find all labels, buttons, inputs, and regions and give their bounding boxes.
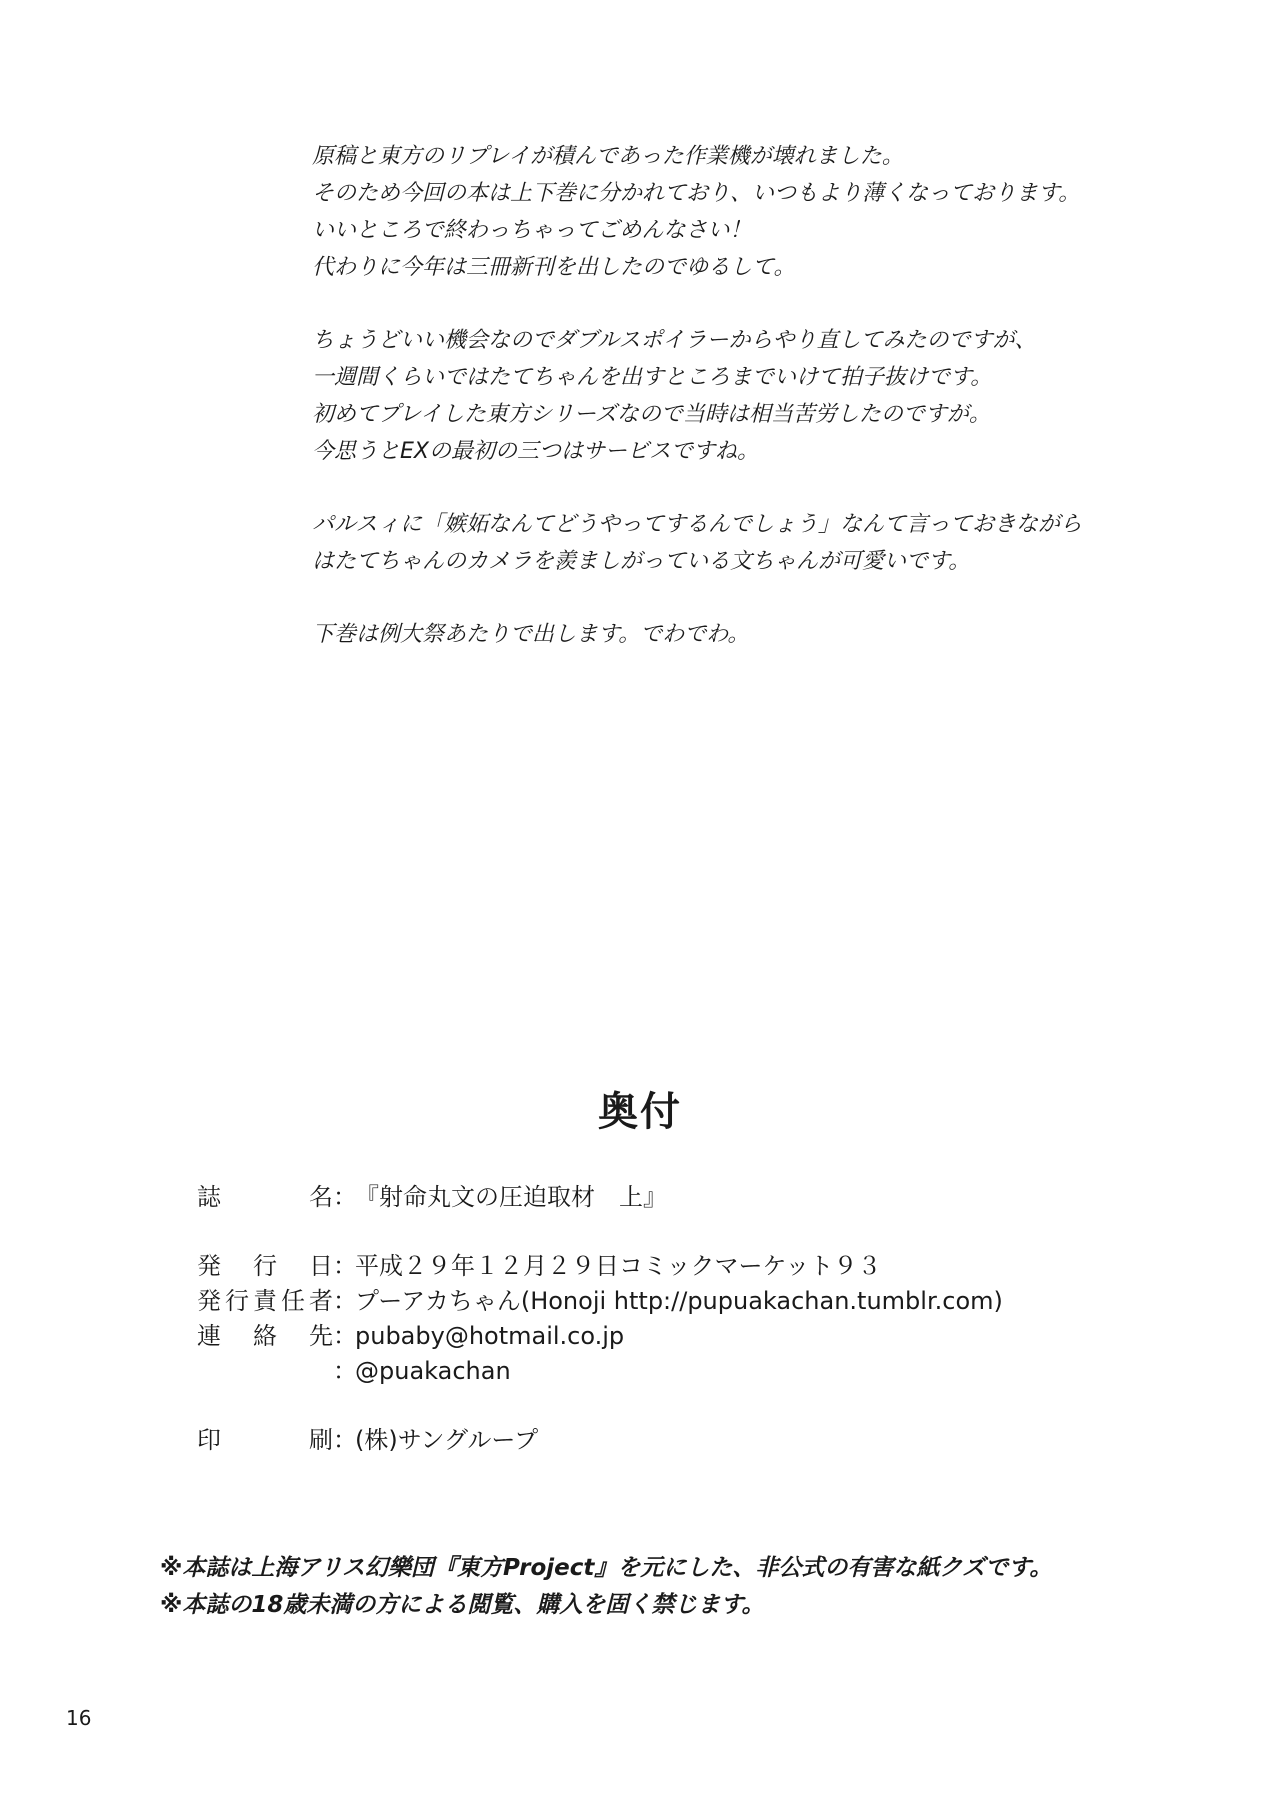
colophon-separator: ： xyxy=(333,1183,357,1211)
afterword-line: 今思うとEXの最初の三つはサービスですね。 xyxy=(312,439,759,464)
afterword-paragraph xyxy=(312,506,1212,580)
colophon-title: 奥付 xyxy=(598,1089,682,1135)
colophon-row-contact-secondary xyxy=(197,1354,1197,1389)
afterword-line: パルスィに「嫉妬なんてどうやってするんでしょう」なんて言っておきながら xyxy=(312,512,1083,537)
afterword-paragraph xyxy=(312,616,1212,653)
colophon-value: (株)サングループ xyxy=(355,1426,539,1454)
colophon-label: 誌名 xyxy=(197,1183,333,1211)
page-number: 16 xyxy=(66,1706,92,1730)
colophon-separator: ： xyxy=(333,1287,357,1315)
notice-unofficial: ※本誌は上海アリス幻樂団『東方Project』を元にした、非公式の有害な紙クズです。 xyxy=(160,1555,1053,1581)
colophon-row-publisher xyxy=(197,1284,1197,1319)
colophon-separator: ： xyxy=(333,1322,357,1350)
colophon-row-contact xyxy=(197,1319,1197,1354)
colophon-row-print xyxy=(197,1423,1197,1458)
notice-age-restriction: ※本誌の18歳未満の方による閲覧、購入を固く禁じます。 xyxy=(160,1592,765,1618)
colophon-value: プーアカちゃん(Honoji http://pupuakachan.tumblr.com) xyxy=(355,1287,1003,1315)
colophon-label: 印刷 xyxy=(197,1426,333,1454)
notices xyxy=(160,1550,1160,1624)
colophon-separator: ： xyxy=(333,1357,357,1385)
afterword-paragraph xyxy=(312,322,1212,470)
colophon-label: 発行責任者 xyxy=(197,1287,333,1315)
colophon-value: 平成２９年１２月２９日コミックマーケット９３ xyxy=(355,1252,882,1280)
afterword-line: はたてちゃんのカメラを羨ましがっている文ちゃんが可愛いです。 xyxy=(312,549,971,574)
afterword-line: 原稿と東方のリプレイが積んであった作業機が壊れました。 xyxy=(312,144,904,169)
afterword-paragraph xyxy=(312,138,1212,286)
afterword-line: 初めてプレイした東方シリーズなので当時は相当苦労したのですが。 xyxy=(312,402,991,427)
afterword-line: そのため今回の本は上下巻に分かれており、いつもより薄くなっております。 xyxy=(312,181,1081,206)
afterword-line: 下巻は例大祭あたりで出します。でわでわ。 xyxy=(312,622,750,647)
colophon-label: 連絡先 xyxy=(197,1322,333,1350)
colophon xyxy=(197,1180,1197,1458)
afterword-line: ちょうどいい機会なのでダブルスポイラーからやり直してみたのですが、 xyxy=(312,328,1037,353)
colophon-row-title xyxy=(197,1180,1197,1215)
afterword-line: 一週間くらいではたてちゃんを出すところまでいけて拍子抜けです。 xyxy=(312,365,993,390)
colophon-separator: ： xyxy=(333,1252,357,1280)
colophon-value: pubaby@hotmail.co.jp xyxy=(355,1322,625,1350)
colophon-separator: ： xyxy=(333,1426,357,1454)
colophon-row-date xyxy=(197,1249,1197,1284)
afterword-line: 代わりに今年は三冊新刊を出したのでゆるして。 xyxy=(312,255,796,280)
afterword xyxy=(312,138,1212,689)
colophon-value: @puakachan xyxy=(355,1357,511,1385)
colophon-value: 『射命丸文の圧迫取材 上』 xyxy=(355,1183,667,1211)
colophon-label: 発行日 xyxy=(197,1252,333,1280)
afterword-line: いいところで終わっちゃってごめんなさい！ xyxy=(312,218,752,243)
